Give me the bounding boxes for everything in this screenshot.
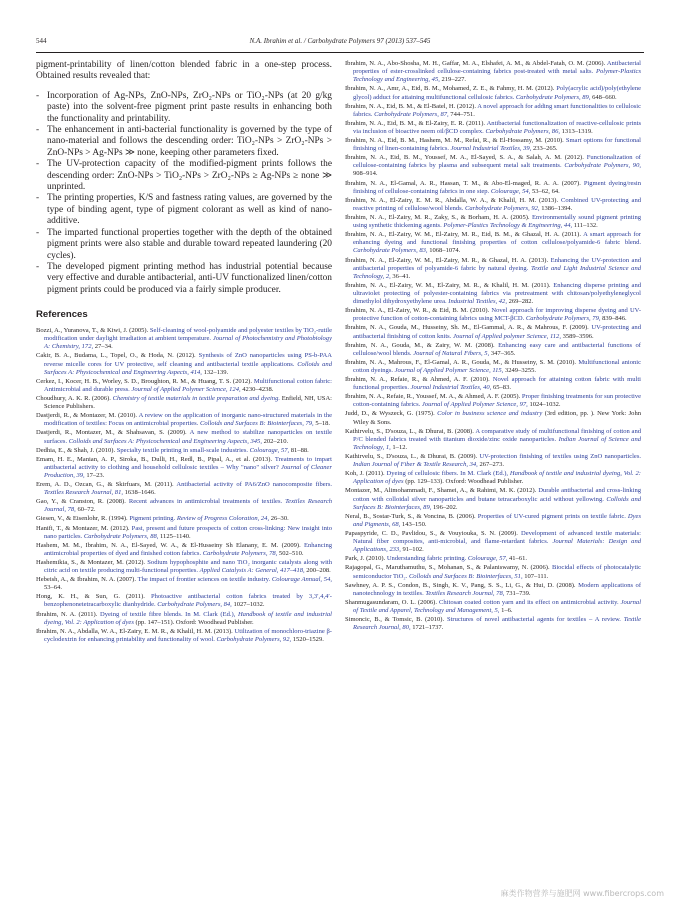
reference-item (345, 214, 641, 230)
reference-title-link[interactable]: Structures of novel antibacterial agents for textiles – A review. (446, 615, 621, 623)
reference-journal[interactable]: Indian Journal of Fiber & Textile Research, 34, (353, 461, 478, 469)
reference-title-link[interactable]: Treatments to impart antibacterial activity to clothing and household cellulosic textiles – Why "nano" silver? (44, 455, 332, 471)
reference-pages: 91–102. (402, 546, 424, 554)
reference-authors: Kathirvelu, S., D'souza, L., & Dhurai, B. (2009). (345, 453, 478, 460)
reference-journal[interactable]: Colourage, 57, (467, 555, 508, 563)
reference-pages: (3rd edition, pp. ). New York: John Wiley & Sons. (353, 410, 641, 426)
reference-pages: 41–61. (509, 555, 528, 563)
reference-item (36, 378, 332, 394)
reference-authors: Judd, D., & Wyszeck, G. (1975). (345, 410, 435, 418)
reference-pages: 1027–1032. (233, 601, 265, 609)
reference-item (345, 120, 641, 136)
reference-authors: Ibrahim, N. A., El-Zairy, E. M. R., Abdalla, W. A., & Khalil, H. M. (2013). (345, 196, 559, 204)
reference-pages: 1125–1140. (160, 532, 191, 540)
reference-item (345, 257, 641, 281)
reference-title-link[interactable]: Novel approach for improving disperse dyeing and UV-protective function of cotton-containing fabrics using MCT-βCD. (353, 307, 641, 323)
reference-title-link[interactable]: Synthesis of ZnO nanoparticles using PS-b-PAA reverse micelle cores for UV protective, self cleaning and antibacterial textile applications. (44, 352, 332, 368)
reference-item (345, 197, 641, 213)
reference-authors: Ibrahim, N. A., El-Zairy, W. M., El-Zairy, M. R., Eid, B. M., & Ghazal, H. A. (2011). (345, 231, 581, 239)
reference-title-link[interactable]: Multifunctional cotton fabric: Antimicrobial and durable press. (44, 377, 332, 393)
reference-journal[interactable]: Colourage, 57, (249, 446, 290, 454)
reference-item (345, 342, 641, 358)
reference-pages: 26–30. (270, 515, 289, 523)
reference-item (345, 137, 641, 153)
reference-journal[interactable]: Journal of Textile and Apparel, Technology and Management, 5, (353, 598, 641, 614)
reference-authors: Neral, B., Sostar-Turk, S., & Voncina, B. (2006). (345, 512, 476, 520)
reference-item (36, 429, 332, 445)
reference-pages: 4230–4238. (242, 386, 274, 393)
reference-authors: Giesen, V., & Eisenlohr, R. (1994). (36, 515, 128, 523)
reference-item (345, 616, 641, 632)
reference-title-link[interactable]: Utilization of monochloro-triazine β-cyclodextrin for enhancing printability and functionality of wool. (44, 627, 332, 643)
reference-item (36, 412, 332, 428)
bullet-dash: - (36, 159, 40, 170)
reference-title-link[interactable]: A smart approach for enhancing dyeing and functional finishing properties of cotton cellulose/polyamide-6 fabric blend. (353, 231, 641, 247)
reference-journal[interactable]: Color in business science and industry (437, 410, 543, 418)
reference-authors: Ibrahim, N. A., El-Zairy, W. M., El-Zairy, M. R., & Khalil, H. M. (2011). (345, 281, 551, 289)
reference-title-link[interactable]: Past, present and future prospects of cotton cross-linking: New insight into nano particles. (44, 524, 332, 540)
conclusion-text: The developed pigment printing method has industrial potential because very effective and durable antibacterial, anti-UV functionalized linen/cotton pigment prints could be produced via a fairly simple producer. (47, 261, 332, 295)
reference-title-link[interactable]: Dyeing of textile fibre blends. In M. Clark (Ed.), (100, 610, 236, 618)
reference-pages: 1386–1394. (541, 204, 573, 212)
reference-pages: 65–83. (492, 384, 511, 392)
reference-item (36, 576, 332, 592)
reference-journal[interactable]: Carbohydrate Polymers, 83, (353, 247, 428, 255)
bullet-dash: - (36, 193, 40, 204)
reference-authors: Ibrahim, N. A., El-Zairy, W. M., El-Zairy, M. R., & Ghazal, H. A. (2013). (345, 256, 549, 264)
reference-pages: 53–64. (44, 584, 63, 592)
reference-journal[interactable]: Applied Catalysis A: General, 417–418, (199, 567, 305, 575)
reference-authors: Ibrahim, N. A., Abo-Shosha, M. H., Gaffar, M. A., Elshafei, A. M., & Abdel-Fatah, O. M. (2006). (345, 60, 606, 67)
reference-authors: Ibrahim, N. A., Gouda, M., Husseiny, Sh. M., El-Gammal, A. R., & Mahrous, F. (2009). (345, 324, 589, 332)
reference-pages: 908–914. (353, 170, 378, 178)
reference-journal[interactable]: Colourage Annual, 54, (271, 576, 332, 584)
reference-authors: Park, J. (2010). (345, 555, 386, 563)
reference-journal[interactable]: Review of Progress Coloration, 24, (176, 515, 270, 523)
reference-title-link[interactable]: Smart options for functional finishing of linen-containing fabrics. (353, 136, 641, 153)
reference-item (36, 593, 332, 609)
reference-item (345, 85, 641, 101)
reference-journal[interactable]: Polymer-Plastics Technology and Engineering, 45, (353, 68, 641, 84)
reference-item (345, 393, 641, 409)
reference-pages: 200–208. (306, 567, 331, 575)
reference-item (345, 428, 641, 452)
reference-journal[interactable]: Colloids and Surfaces B: Biointerfaces, 89, (353, 495, 641, 511)
reference-title-link[interactable]: Understanding fabric printing. (386, 555, 467, 563)
reference-pages: 1068–1074. (429, 247, 461, 255)
reference-journal[interactable]: Dyes and Pigments, 68, (353, 512, 641, 528)
reference-authors: Shanmugasundaram, O. L. (2006). (345, 598, 437, 606)
reference-authors: Choudhury, A. K. R. (2006). (36, 395, 111, 403)
reference-pages: 269–282. (508, 298, 534, 306)
reference-title-link[interactable]: A new method to stabilize nanoparticles on textile surfaces. (44, 429, 332, 445)
reference-journal[interactable]: Carbohydrate Polymers, 78, (202, 549, 278, 557)
right-column (345, 60, 641, 892)
reference-title-link[interactable]: Sodium hypophosphite and nano TiO₂ inorganic catalysts along with citric acid on textile producing multi-functional properties. (44, 558, 332, 575)
reference-authors: Ibrahim, N. A., Eid, B. M., & El-Batel, H. (2012). (345, 102, 476, 110)
reference-journal[interactable]: Polymer-Plastics Technology & Engineering, 44, (443, 222, 573, 230)
reference-journal[interactable]: Carbohydrate Polymers, 90, (564, 162, 641, 170)
reference-pages: 60–72. (77, 506, 96, 514)
reference-journal[interactable]: Indian Journal of Science and Technology, 1, (353, 435, 641, 451)
reference-item (36, 611, 332, 627)
reference-authors: Rajagopal, G., Maruthamuthu, S., Mohanan, S., & Palaniswamy, N. (2006). (345, 564, 550, 572)
reference-title-link[interactable]: Antibacterial functionalization of reactive-cellulosic prints via inclusion of bioactive neem oil/βCD complex. (353, 119, 641, 135)
reference-authors: Papaspyride, C. D., Pavlidou, S., & Vouyiouka, S. N. (2009). (345, 529, 518, 537)
conclusion-text: Incorporation of Ag-NPs, ZnO-NPs, ZrO₂-NPs or TiO₂-NPs (at 20 g/kg paste) into the solvent-free pigment print paste results in enhancing both the functionality and printability. (47, 90, 332, 124)
reference-journal[interactable]: Carbohydrate Polymers, 86, (485, 127, 560, 135)
reference-pages: 347–365. (490, 349, 516, 357)
reference-pages: (pp. 147–151). Oxford: Woodhead Publisher. (135, 618, 254, 626)
intro-text: pigment-printability of linen/cotton blended fabric in a one-step process. Obtained results revealed that: (36, 60, 332, 82)
reference-journal[interactable]: Colloids and Surfaces A: Physicochemical and Engineering Aspects, 345, (68, 437, 262, 445)
reference-title-link[interactable]: A review on the application of inorganic nano-structured materials in the modification of textiles: Focus on antimicrobial properties. (44, 412, 332, 428)
reference-item (345, 530, 641, 554)
reference-title-link[interactable]: A novel approach for adding smart functionalities to cellulosic fabrics. (353, 102, 641, 118)
reference-item (36, 352, 332, 376)
page-header (36, 37, 644, 49)
reference-item (345, 60, 641, 84)
reference-journal[interactable]: Handbook of textile and industrial dyeing, Vol. 2: Application of dyes (353, 470, 641, 486)
reference-title-link[interactable]: Functionalization of cellulose-containing fabrics by plasma and subsequent metal salt treatments. (353, 154, 641, 170)
reference-title-link[interactable]: Pigment printing. (129, 515, 176, 523)
bullet-dash: - (36, 227, 40, 238)
reference-title-link[interactable]: Enhancing easy care and antibacterial functions of cellulose/wool blends. (353, 341, 641, 357)
conclusions-list (36, 91, 332, 296)
reference-item (345, 180, 641, 196)
reference-journal[interactable]: Carbohydrate Polymers, 89, (515, 93, 591, 101)
reference-item (345, 103, 641, 119)
reference-title-link[interactable]: Dyeing of cellulosic fibers. In M. Clark (Ed.), (386, 470, 509, 478)
header-rule (36, 52, 644, 53)
reference-item (36, 628, 332, 644)
bullet-dash: - (36, 90, 40, 101)
reference-authors: Dastjerdi, R., Montazer, M., & Shahsavan, S. (2009). (36, 429, 187, 437)
reference-item (36, 456, 332, 480)
reference-title-link[interactable]: Antibacterial properties of ester-crosslinked cellulose-containing fabrics post-treated with metal salts. (353, 60, 641, 76)
conclusion-item (36, 159, 332, 193)
reference-item (345, 282, 641, 306)
reference-journal[interactable]: Textile and Light Industrial Science and Technology, 2, (353, 264, 641, 280)
reference-journal[interactable]: Carbohydrate Polymers, 88, (83, 532, 159, 540)
reference-title-link[interactable]: Enhancing the UV-protection and antibacterial properties of polyamide-6 fabric by natural dyeing. (353, 256, 641, 272)
reference-item (36, 481, 332, 497)
reference-pages: 839–846. (602, 315, 627, 323)
reference-journal[interactable]: Journal of Applied polymer Science, 112, (453, 332, 561, 340)
reference-journal[interactable]: Journal of Applied Polymer Science, 115, (394, 366, 504, 374)
references-heading: References (36, 309, 88, 321)
reference-pages: 202–210. (263, 437, 289, 445)
reference-authors: Ibrahim, N. A., Refaie, R., & Ahmed, A. F. (2010). (345, 376, 490, 384)
reference-title-link[interactable]: Durable antibacterial and cross-linking cotton with colloidal silver nanoparticles and butane tetracarboxylic acid without yellowing. (353, 487, 641, 503)
watermark: 麻类作物营养与施肥网 www.fibercrops.com (500, 889, 664, 898)
reference-item (36, 395, 332, 411)
reference-item (36, 498, 332, 514)
reference-journal[interactable]: Journal Materials: Design and Applications, 233, (353, 538, 641, 554)
reference-journal[interactable]: Colourage, 54, (490, 187, 531, 195)
reference-item (345, 324, 641, 340)
reference-journal[interactable]: Journal Industrial Textiles, 39, (450, 145, 532, 153)
reference-authors: Cerkez, I., Kocer, H. B., Worley, S. D., Broughton, R. M., & Huang, T. S. (2012). (36, 377, 252, 385)
reference-authors: Gao, Y., & Cranston, R. (2008). (36, 498, 126, 506)
reference-authors: Montazer, M., Alimohammadi, F., Shamei, A., & Rahimi, M. K. (2012). (345, 487, 537, 495)
reference-item (345, 470, 641, 486)
reference-journal[interactable]: Chemistry of textile materials in textile preparation and dyeing. (112, 395, 280, 403)
reference-authors: Ibrahim, N. A., Abdalla, W. A., El-Zairy, E. M. R., & Khalil, H. M. (2013). (36, 627, 233, 635)
reference-item (345, 513, 641, 529)
reference-pages: Enfield, NH, USA: Science Publishers. (44, 395, 332, 411)
reference-authors: Cakir, B. A., Budama, L., Topel, O., & Hoda, N. (2012). (36, 352, 196, 360)
reference-authors: Hashemikia, S., & Montazer, M. (2012). (36, 558, 146, 566)
reference-journal[interactable]: Journal of Applied Polymer Science, 124, (131, 386, 241, 393)
reference-pages: 3249–3255. (504, 366, 537, 374)
reference-journal[interactable]: Journal Industrial Textiles, 40, (410, 384, 492, 392)
reference-authors: Erem, A. D., Ozcan, G., & Skirfuars, M. (2011). (36, 481, 174, 489)
reference-pages: (pp. 129–133). Oxford: Woodhead Publisher. (405, 478, 524, 486)
reference-authors: Ibrahim, N. A., El-Gamal, A. R., Hassan, T. M., & Abo-El-maged, R. A. A. (2007). (345, 179, 581, 187)
reference-journal[interactable]: Textiles Research Journal, 78, (44, 498, 332, 514)
conclusion-text: The imparted functional properties together with the depth of the obtained pigment prints were also stable and durable toward repeated laundering (20 cycles). (47, 227, 332, 261)
reference-pages: 132–139. (203, 368, 229, 376)
reference-title-link[interactable]: Properties of UV-cured pigment prints on textile fabric. (477, 512, 626, 520)
reference-item (36, 542, 332, 558)
reference-journal[interactable]: Colloids and Surfaces A: Physicochemical and Engineering Aspects, 414, (44, 360, 332, 376)
reference-item (345, 410, 641, 426)
reference-pages: 36–41. (392, 272, 411, 280)
reference-pages: 1–6. (501, 606, 513, 614)
reference-journal[interactable]: Journal of Natural Fibers, 5, (413, 349, 490, 357)
reference-item (345, 555, 641, 563)
reference-authors: Ibrahim, N. A., El-Zairy, M. R., Zaky, S., & Borham, H. A. (2005). (345, 213, 530, 221)
reference-pages: 81–88. (290, 446, 309, 454)
reference-authors: Kathirvelu, S., D'souza, L., & Dhurai, B. (2008). (345, 427, 474, 435)
reference-pages: 143–150. (401, 520, 427, 528)
reference-journal[interactable]: Carbohydrate Polymers, 92, (465, 204, 540, 212)
reference-title-link[interactable]: Enhancing antimicrobial properties of dyed and finished cotton fabrics. (44, 541, 332, 557)
reference-journal[interactable]: Industrial Textiles, 42, (448, 298, 507, 306)
reference-pages: 1638–1646. (124, 489, 156, 497)
reference-authors: Bozzi, A., Yuranova, T., & Kiwi, J. (2005). (36, 327, 149, 335)
reference-item (345, 564, 641, 580)
bullet-dash: - (36, 125, 40, 136)
reference-pages: 196–202. (433, 503, 458, 511)
conclusion-item (36, 262, 332, 296)
reference-pages: 267–273. (479, 461, 504, 469)
reference-item (345, 582, 641, 598)
reference-journal[interactable]: Carbohydrate Polymers, 92, (216, 635, 292, 643)
reference-journal[interactable]: Colloids and Surfaces B: Biointerfaces, 79, (200, 420, 314, 428)
reference-journal[interactable]: Carbohydrate Polymers, 79, (525, 315, 601, 323)
reference-authors: Ibrahim, N. A., El-Zairy, W. R., & Eid, B. M. (2010). (345, 307, 490, 315)
reference-pages: 27–34. (94, 343, 113, 351)
conclusion-text: The UV-protection capacity of the modified-pigment prints follows the descending order: ZnO-NPs > TiO₂-NPs > ZrO₂-NPs ≥ Ag-NPs ≥ none ≫ unprinted. (47, 159, 332, 193)
reference-title-link[interactable]: Chitosan coated cotton yarn and its effect on antimicrobial activity. (439, 598, 619, 606)
reference-title-link[interactable]: The impact of frontier sciences on textile industry. (137, 576, 271, 584)
reference-pages: 17–23. (86, 472, 105, 480)
reference-pages: 1024–1032. (529, 401, 561, 409)
reference-authors: Ibrahim, N. A., Mahrous, F., El-Gamal, A. R., Gouda, M., & Husseiny, S. M. (2010). (345, 358, 577, 366)
reference-authors: Ibrahim, N. A., Gouda, M., & Zairy, W. M. (2008). (345, 341, 495, 349)
reference-title-link[interactable]: UV-protection finishing of textiles using ZnO nanoparticles. (479, 453, 641, 460)
reference-item (36, 327, 332, 351)
reference-title-link[interactable]: Photoactive antibacterial cotton fabrics treated by 3,3′,4,4′-benzophenonetetracarboxylic dianhydride. (44, 593, 332, 609)
reference-pages: 233–265. (532, 145, 558, 153)
reference-pages: 1520–1529. (292, 635, 324, 643)
page-number: 544 (36, 37, 47, 45)
reference-item (345, 231, 641, 255)
reference-title-link[interactable]: UV-protecting and antibacterial finishing of cotton knits. (353, 324, 641, 340)
reference-pages: 1–12. (392, 443, 408, 451)
conclusion-item (36, 91, 332, 125)
reference-journal[interactable]: Carbohydrate Polymers, 84, (157, 601, 232, 609)
running-title: N.A. Ibrahim et al. / Carbohydrate Polymers 97 (2013) 537–545 (249, 37, 431, 45)
reference-item (345, 307, 641, 323)
reference-item (345, 154, 641, 178)
reference-item (345, 453, 641, 469)
reference-item (36, 559, 332, 575)
reference-title-link[interactable]: Development of advanced textile materials: Natural fiber composites, anti-microbial, and flame-retardant fabrics. (353, 529, 641, 546)
reference-authors: Hanifi, T., & Montazer, M. (2012). (36, 524, 130, 532)
reference-journal[interactable]: Journal of Photochemistry and Photobiology A: Chemistry, 172, (44, 335, 332, 351)
reference-title-link[interactable]: Environmentally sound pigment printing using synthetic thickening agents. (353, 213, 641, 230)
reference-item (345, 487, 641, 511)
reference-journal[interactable]: Journal of Applied Polymer Science, 97, (421, 401, 528, 409)
reference-authors: Ibrahim, N. A., Amr, A., Eid, B. M., Mohamed, Z. E., & Fahmy, H. M. (2012). (345, 85, 555, 93)
reference-title-link[interactable]: Enhancing disperse printing and ultraviolet protecting of polyester-containing fabrics via pretreatment with chitosan/polyethyleneglycol dimethylol dihydroxyethylene urea. (353, 281, 641, 306)
reference-authors: Sawhney, A. P. S., Condon, B., Singh, K. V., Pang, S. S., Li, G., & Hui, D. (2008). (345, 581, 576, 589)
references-list-left (36, 327, 332, 644)
conclusion-item (36, 193, 332, 227)
reference-pages: 744–751. (450, 110, 475, 118)
reference-title-link[interactable]: Multifunctional anionic cotton dyeings. (353, 358, 641, 374)
reference-authors: Hong, K. H., & Sun, G. (2011). (36, 593, 145, 601)
reference-pages: 111–132. (573, 222, 598, 230)
reference-item (36, 525, 332, 541)
reference-title-link[interactable]: Novel approach for attaining cotton fabric with multi functional properties. (353, 376, 641, 392)
reference-authors: Koh, J. (2011). (345, 470, 385, 478)
reference-title-link[interactable]: Pigment dyeing/resin finishing of cellulose-containing fabrics in one step. (353, 179, 641, 195)
reference-pages: 648–660. (592, 93, 617, 101)
reference-pages: 107–111. (524, 572, 549, 580)
reference-authors: Dedhia, E., & Shah, J. (2010). (36, 446, 116, 454)
reference-journal[interactable]: Textiles Research Journal, 81, (44, 489, 123, 497)
reference-title-link[interactable]: Specialty textile printing in small-scale industries. (116, 446, 249, 454)
conclusion-item (36, 125, 332, 159)
reference-journal[interactable]: Textile Research Journal, 80, (353, 615, 641, 632)
reference-authors: Hashem, M. M., Ibrahim, N. A., El-Sayed, W. A., & El-Husseiny Sh Elanany, E. M. (2009). (36, 541, 301, 549)
reference-pages: 219–227. (441, 76, 467, 84)
reference-title-link[interactable]: Modern applications of nanotechnology in textiles. (353, 581, 641, 597)
references-list-right (345, 60, 641, 632)
reference-authors: Ibrahim, N. A. (2011). (36, 610, 98, 618)
reference-item (345, 359, 641, 375)
reference-authors: Dastjerdi, R., & Montazer, M. (2010). (36, 412, 138, 420)
reference-item (36, 447, 332, 455)
reference-authors: Hebeish, A., & Ibrahim, N. A. (2007). (36, 576, 136, 584)
reference-journal[interactable]: Handbook of textile and industrial dyeing, Vol. 2: Application of dyes (44, 610, 332, 626)
reference-pages: 53–62, 64. (531, 187, 560, 195)
reference-authors: Ibrahim, N. A., Eid, B. M., & El-Zairy, E. R. (2011). (345, 119, 486, 127)
reference-pages: 3589–3596. (562, 332, 594, 340)
reference-authors: Ibrahim, N. A., Eid, B. M., Hashem, M. M., Refai, R., & El-Hossamy, M. (2010). (345, 136, 564, 144)
conclusion-text: The enhancement in anti-bacterial functionality is governed by the type of nano-material and follows the descending order: TiO₂-NPs > ZrO₂-NPs > ZnO-NPs > Ag-NPs ≫ none, keeping other parameters fixed. (47, 125, 332, 158)
reference-title-link[interactable]: Combined UV-protecting and reactive printing of cellulose/wool blends. (353, 196, 641, 212)
reference-journal[interactable]: Journal of Cleaner Production, 39, (44, 463, 332, 480)
reference-pages: 502–510. (278, 549, 304, 557)
reference-pages: 1313–1319. (561, 127, 593, 135)
reference-pages: 1721–1737. (412, 624, 444, 632)
reference-journal[interactable]: Colloids and Surfaces B: Biointerfaces, 51, (408, 572, 523, 580)
reference-title-link[interactable]: Self-cleaning of wool-polyamide and polyester textiles by TiO₂-rutile modification under daylight irradiation at ambient temperature. (44, 327, 332, 343)
reference-title-link[interactable]: A comparative study of multifunctional finishing of cotton and P/C blended fabrics treated with titanium dioxide/zinc oxide nanoparticles. (353, 427, 641, 443)
reference-pages: 731–739. (506, 589, 531, 597)
reference-title-link[interactable]: Antibacterial activity of PA6/ZnO nanocomposite fibers. (176, 481, 332, 489)
bullet-dash: - (36, 261, 40, 272)
reference-authors: Ibrahim, N. A., Refaie, R., Youssef, M. A., & Ahmed, A. F. (2005). (345, 393, 521, 401)
reference-authors: Simoncic, B., & Tomsic, B. (2010). (345, 615, 445, 623)
left-column (36, 60, 332, 892)
reference-title-link[interactable]: Proper finishing treatments for sun protective cotton-containing fabrics. (353, 393, 641, 409)
reference-authors: Ibrahim, N. A., Eid, B. M., Youssef, M. A., El-Sayed, S. A., & Salah, A. M. (2012). (345, 154, 584, 162)
reference-authors: Emam, H. E., Manian, A. P., Siroka, B., Dulli, H., Redl, B., Pipal, A., et al. (2013). (36, 455, 273, 463)
reference-journal[interactable]: Carbohydrate Polymers, 87, (374, 110, 449, 118)
reference-pages: 5–18. (315, 420, 331, 428)
reference-item (345, 599, 641, 615)
reference-journal[interactable]: Textiles Research Journal, 78, (425, 589, 505, 597)
reference-item (36, 515, 332, 523)
reference-title-link[interactable]: Recent advances in antimicrobial treatments of textiles. (128, 498, 283, 506)
conclusion-text: The printing properties, K/S and fastness rating values, are governed by the type of binding agent, type of pigment colorant as well as kind of nano-additive. (47, 193, 332, 227)
reference-title-link[interactable]: Biocidal effects of photocatalytic semiconductor TiO₂. (353, 564, 641, 580)
conclusion-item (36, 228, 332, 262)
reference-title-link[interactable]: Poly(acrylic acid)/poly(ethylene glycol) adduct for attaining multifunctional cellulosic fabrics. (353, 85, 641, 101)
reference-item (345, 376, 641, 392)
